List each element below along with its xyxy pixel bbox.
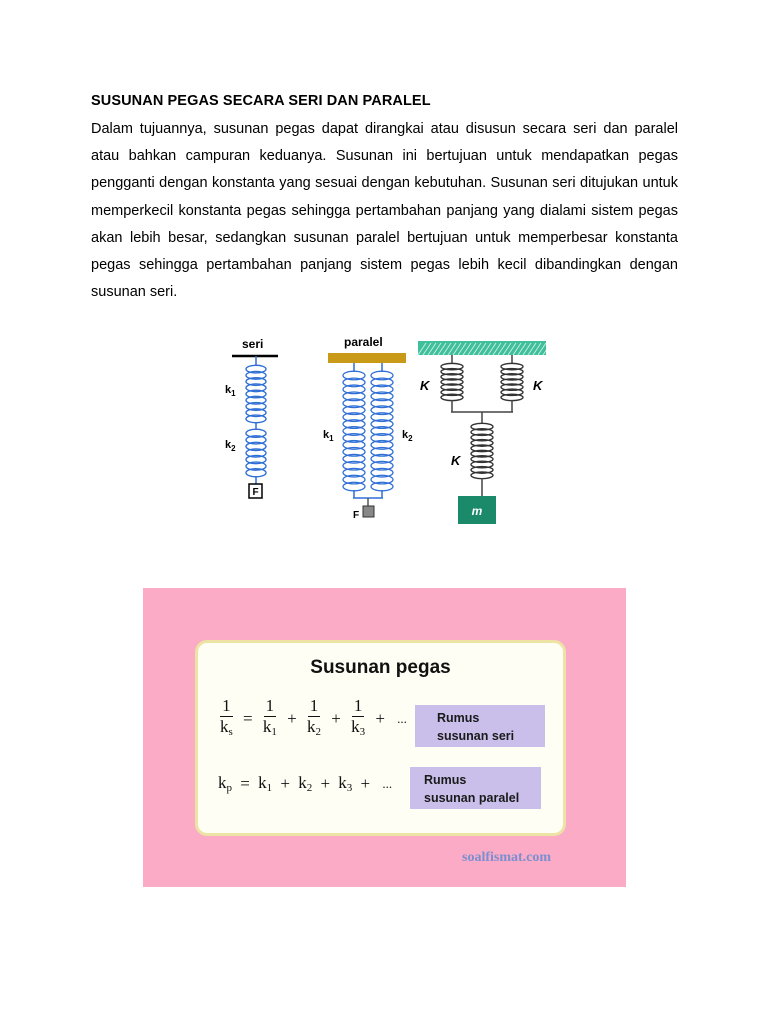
parallel-lhs: $k_p$ xyxy=(218,773,232,794)
seri-spring-k2 xyxy=(246,429,266,477)
seri-load-label: F xyxy=(252,487,259,498)
seri-k1-sub: 1 xyxy=(231,389,236,398)
k-right-label: K xyxy=(533,378,543,393)
paralel-k1-label: k xyxy=(323,429,330,441)
svg-text:k1 xyxy=(225,384,236,398)
k-bottom-label: K xyxy=(451,453,461,468)
series-formula: $\frac{1}{k_s}$ = $\frac{1}{k_1}$ + $\frac{1}{k_2}$ + $\frac{1}{k_3}$ + ... xyxy=(218,697,411,741)
paralel-title: paralel xyxy=(344,335,383,349)
series-ellipsis: ... xyxy=(397,711,407,726)
seri-k2-sub: 2 xyxy=(231,444,236,453)
parallel-term-2: $k_2$ xyxy=(298,773,313,794)
k-left-label: K xyxy=(420,378,430,393)
formula-card-title: Susunan pegas xyxy=(310,657,451,678)
paralel-k2-label: k xyxy=(402,429,409,441)
formula-panel xyxy=(143,588,626,887)
watermark: soalfismat.com xyxy=(462,850,552,865)
campuran-spring-bottom xyxy=(471,423,493,478)
seri-k2-label: k xyxy=(225,439,232,451)
series-formula-label: Rumus susunan seri xyxy=(415,705,545,747)
formula-card xyxy=(195,640,566,836)
seri-spring-k1 xyxy=(246,365,266,422)
paralel-spring-k2 xyxy=(371,371,393,491)
svg-text:k2 xyxy=(225,439,236,453)
parallel-term-3: $k_3$ xyxy=(338,773,353,794)
campuran-spring-left xyxy=(441,363,463,400)
seri-title: seri xyxy=(242,337,264,351)
paralel-spring-k1 xyxy=(343,371,365,491)
campuran-diagram xyxy=(418,341,551,524)
svg-text:k1 xyxy=(323,429,334,443)
spring-arrangement-figure xyxy=(220,332,560,532)
parallel-formula: $k_p = k_1 + k_2 + k_3$ + ... xyxy=(218,773,393,794)
paralel-k1-sub: 1 xyxy=(329,434,334,443)
paralel-diagram xyxy=(323,335,413,521)
seri-k1-label: k xyxy=(225,384,232,396)
series-term-3: $\frac{1}{k_3}$ xyxy=(351,696,366,738)
series-term-2: $\frac{1}{k_2}$ xyxy=(306,696,321,738)
parallel-ellipsis: ... xyxy=(382,776,393,792)
parallel-formula-label: Rumus susunan paralel xyxy=(410,767,541,809)
parallel-term-1: $k_1$ xyxy=(258,773,273,794)
svg-text:k2 xyxy=(402,429,413,443)
series-term-1: $\frac{1}{k_1}$ xyxy=(262,696,277,738)
paralel-bar xyxy=(328,353,406,363)
series-lhs: $\frac{1}{k_s}$ xyxy=(220,696,233,738)
seri-diagram xyxy=(225,337,278,498)
paralel-k2-sub: 2 xyxy=(408,434,413,443)
campuran-spring-right xyxy=(501,363,523,400)
document-heading: SUSUNAN PEGAS SECARA SERI DAN PARALEL xyxy=(91,93,431,109)
paralel-load-label: F xyxy=(353,510,360,521)
document-paragraph: Dalam tujuannya, susunan pegas dapat dirangkai atau disusun secara seri dan paralel atau bahkan campuran keduanya. Susunan ini bertujuan untuk mendapatkan pegas pengganti dengan konstanta yang sesuai dengan kebutuhan. Susunan seri ditujukan untuk memperkecil konstanta pegas sehingga pertambahan panjang yang dialami sistem pegas akan lebih besar, sedangkan susunan paralel bertujuan untuk memperbesar konstanta pegas sehingga pertambahan panjang sistem pegas lebih kecil dibandingkan dengan susunan seri. xyxy=(91,121,678,301)
mass-label: m xyxy=(471,504,483,518)
